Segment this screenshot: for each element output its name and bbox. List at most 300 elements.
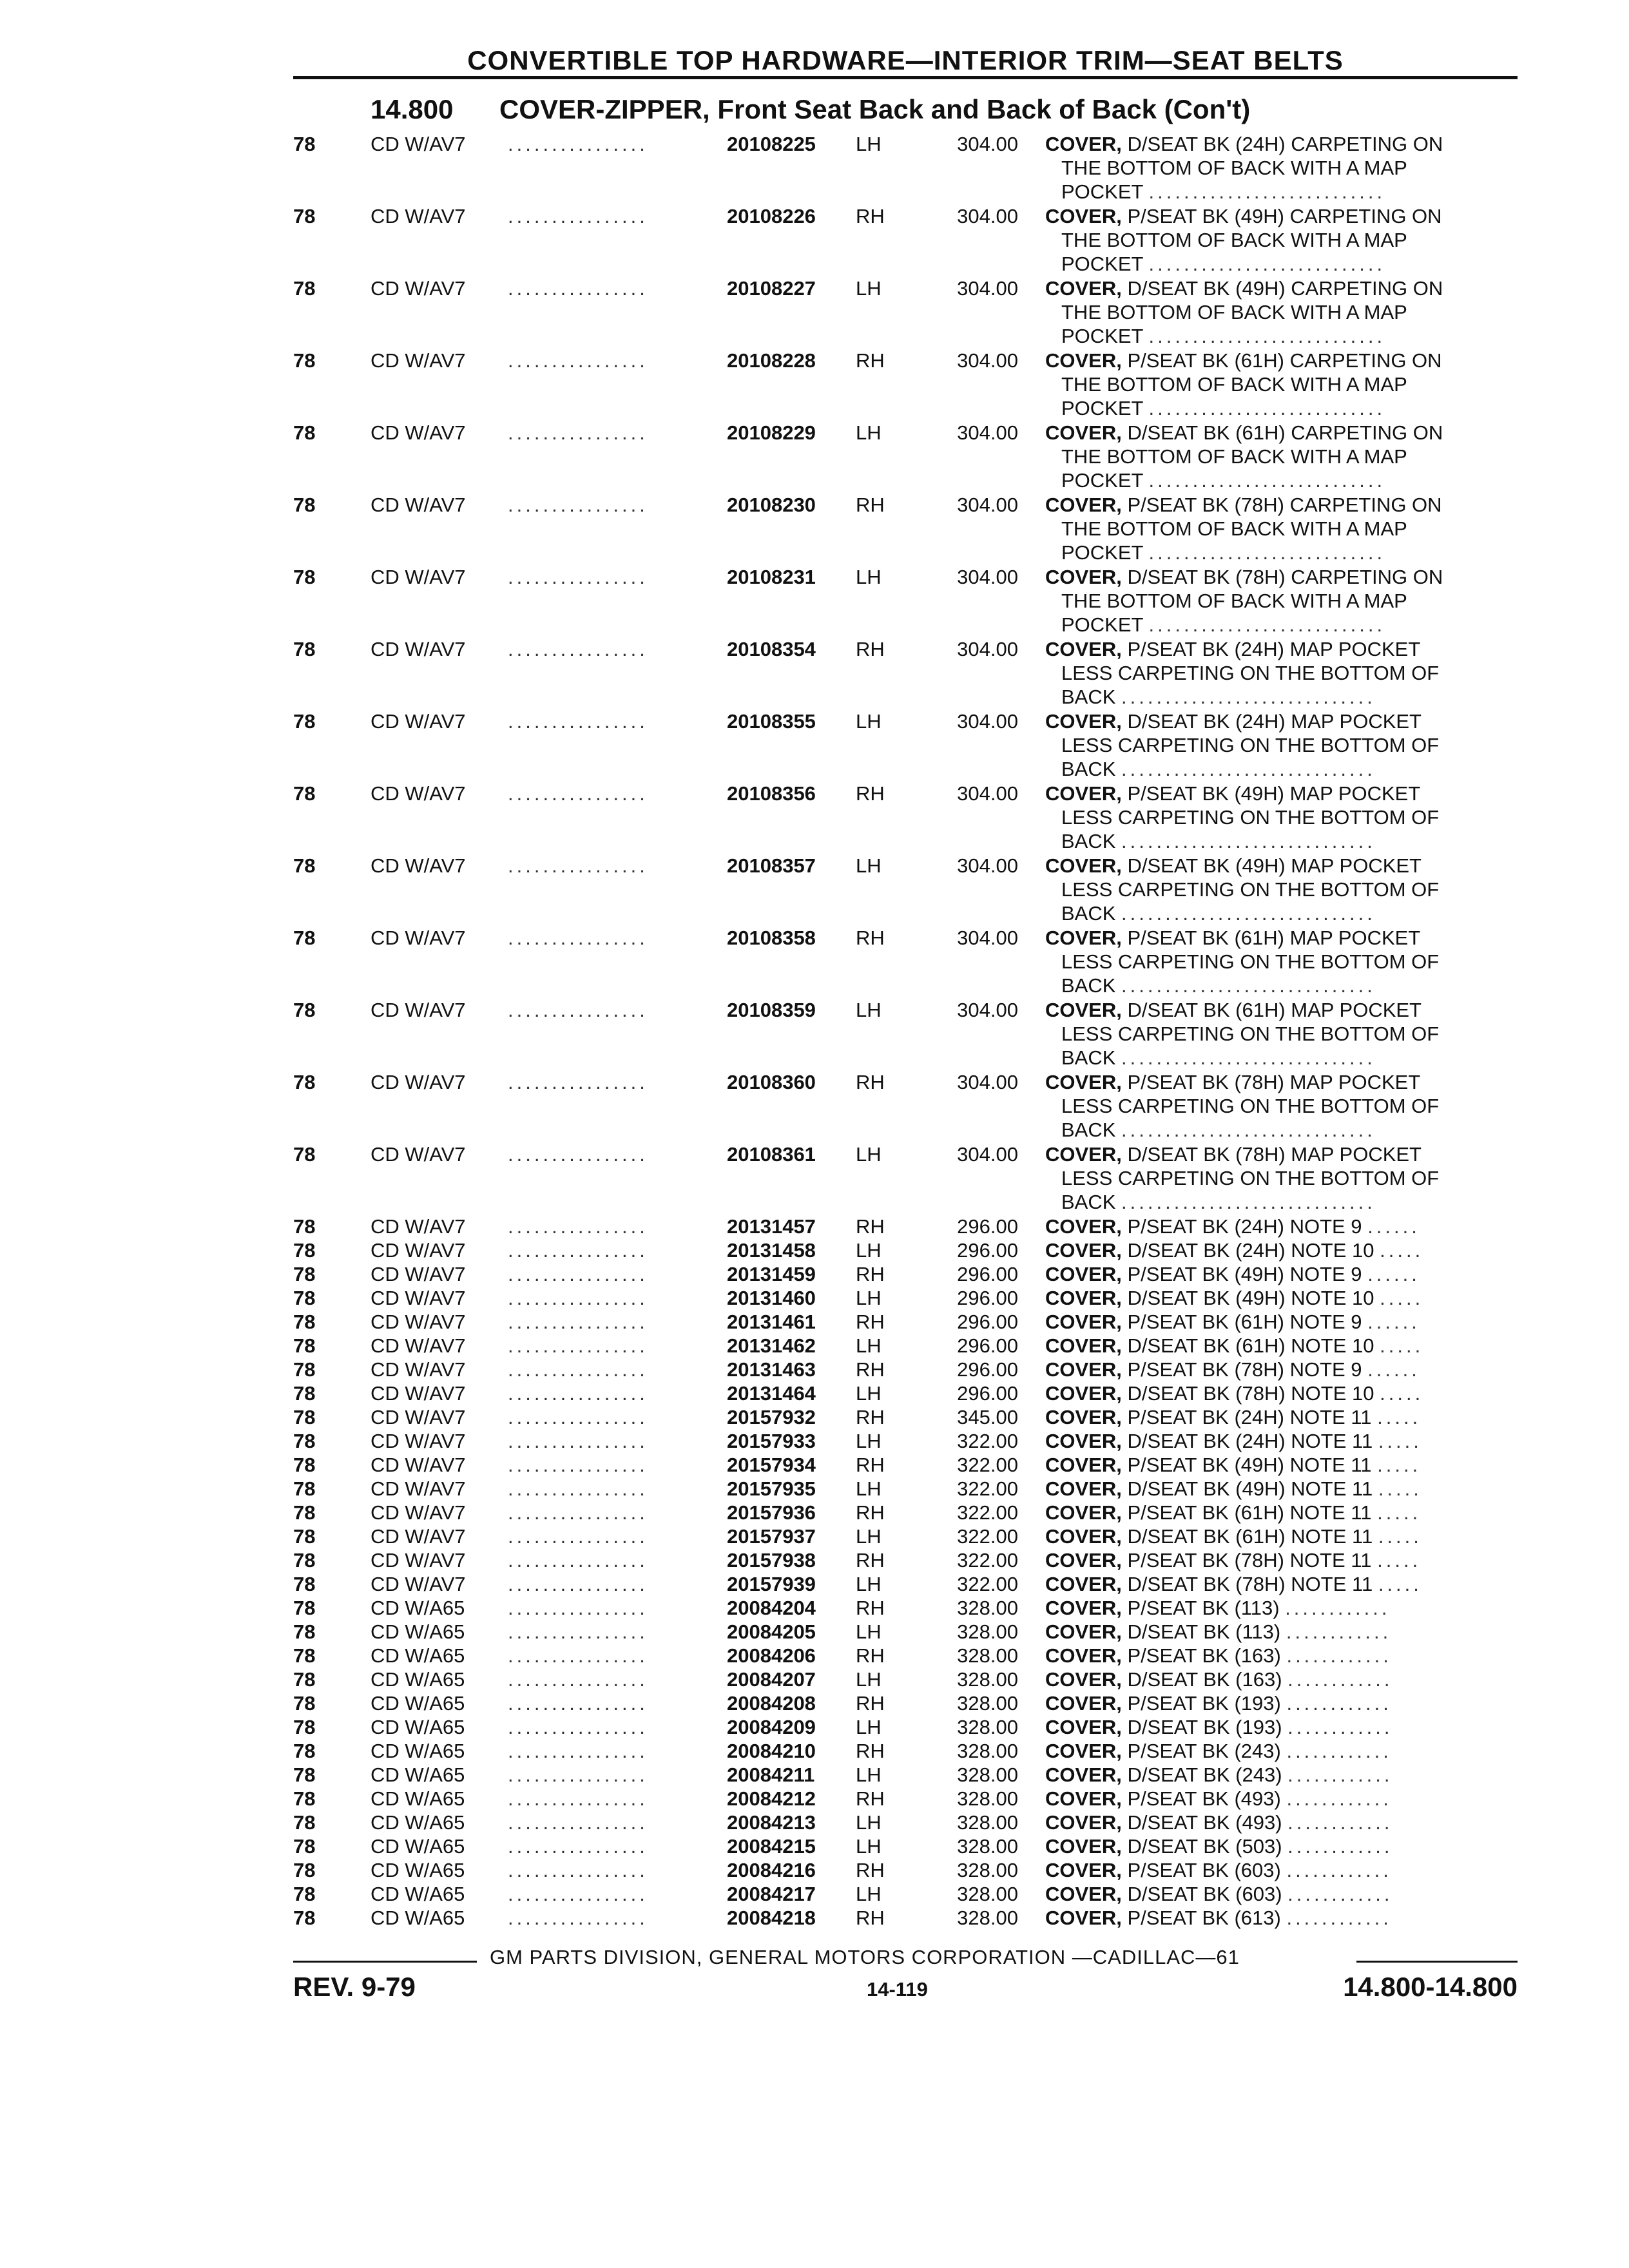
side: RH: [856, 927, 885, 949]
side: LH: [856, 1620, 882, 1643]
description-line: THE BOTTOM OF BACK WITH A MAP: [1061, 373, 1407, 396]
description-line: [1045, 613, 1519, 637]
price: 328.00: [957, 1811, 1018, 1834]
model-year: 78: [293, 927, 316, 949]
application: CD W/A65: [371, 1859, 465, 1881]
part-number: 20157936: [727, 1501, 816, 1524]
leader-dots: .............................: [1121, 1046, 1376, 1069]
leader-dots: ............: [1286, 1787, 1392, 1810]
model-year: 78: [293, 1763, 316, 1786]
description-keyword: COVER,: [1045, 854, 1122, 877]
application: CD W/AV7: [371, 205, 466, 227]
side: RH: [856, 1406, 885, 1428]
description-line: LESS CARPETING ON THE BOTTOM OF: [1061, 662, 1440, 684]
model-year: 78: [293, 999, 316, 1021]
description: [1045, 1262, 1519, 1286]
description-end: POCKET: [1061, 253, 1143, 275]
part-number: 20108227: [727, 277, 816, 300]
side: LH: [856, 1430, 882, 1452]
description: [1045, 1691, 1519, 1715]
description-line: [1045, 974, 1519, 997]
description-line: [1045, 685, 1519, 709]
leader-dots: ................: [508, 927, 648, 949]
leader-dots: ................: [508, 349, 648, 372]
leader-dots: ................: [508, 1787, 648, 1810]
table-row: [0, 1524, 1629, 1548]
description: [1045, 1238, 1519, 1262]
part-number: 20084213: [727, 1811, 816, 1834]
side: RH: [856, 1263, 885, 1285]
part-number: 20084206: [727, 1644, 816, 1667]
description-end: BACK: [1061, 902, 1116, 925]
description-keyword: COVER,: [1045, 1239, 1122, 1262]
leader-dots: .....: [1380, 1287, 1424, 1309]
leader-dots: ................: [508, 1883, 648, 1905]
price: 304.00: [957, 927, 1018, 949]
side: RH: [856, 1787, 885, 1810]
leader-dots: ................: [508, 1334, 648, 1357]
description-line: D/SEAT BK (24H) NOTE 10: [1127, 1239, 1374, 1262]
leader-dots: ................: [508, 133, 648, 155]
description-keyword: COVER,: [1045, 927, 1122, 949]
application: CD W/AV7: [371, 1311, 466, 1333]
application: CD W/AV7: [371, 782, 466, 805]
description: [1045, 998, 1519, 1070]
leader-dots: ................: [508, 1620, 648, 1643]
description-keyword: COVER,: [1045, 1454, 1122, 1476]
leader-dots: ................: [508, 638, 648, 660]
side: RH: [856, 1597, 885, 1619]
price: 322.00: [957, 1573, 1018, 1595]
table-row: [0, 709, 1629, 782]
description-keyword: COVER,: [1045, 1811, 1122, 1834]
description-end: BACK: [1061, 974, 1116, 997]
description-keyword: COVER,: [1045, 1549, 1122, 1571]
description-line: THE BOTTOM OF BACK WITH A MAP: [1061, 301, 1407, 323]
table-row: [0, 1381, 1629, 1405]
description-line: D/SEAT BK (113): [1127, 1620, 1281, 1643]
part-number: 20108355: [727, 710, 816, 733]
application: CD W/AV7: [371, 494, 466, 516]
description-line: D/SEAT BK (78H) MAP POCKET: [1127, 1143, 1422, 1166]
side: LH: [856, 1835, 882, 1858]
price: 296.00: [957, 1239, 1018, 1262]
part-number: 20108226: [727, 205, 816, 227]
description: [1045, 1477, 1519, 1501]
leader-dots: ................: [508, 566, 648, 588]
description: [1045, 1739, 1519, 1763]
leader-dots: .............................: [1121, 1191, 1376, 1213]
description: [1045, 1501, 1519, 1524]
table-row: [0, 1453, 1629, 1477]
description: [1045, 1405, 1519, 1429]
description-line: [1045, 1118, 1519, 1142]
leader-dots: ...........................: [1148, 397, 1386, 419]
description-line: P/SEAT BK (24H) MAP POCKET: [1127, 638, 1421, 660]
model-year: 78: [293, 1477, 316, 1500]
description-end: BACK: [1061, 830, 1116, 852]
description-keyword: COVER,: [1045, 1215, 1122, 1238]
description-line: P/SEAT BK (49H) NOTE 9: [1127, 1263, 1362, 1285]
description-keyword: COVER,: [1045, 999, 1122, 1021]
leader-dots: .....: [1377, 1501, 1422, 1524]
leader-dots: ................: [508, 1215, 648, 1238]
description-line: P/SEAT BK (78H) NOTE 9: [1127, 1358, 1362, 1381]
application: CD W/A65: [371, 1907, 465, 1929]
application: CD W/AV7: [371, 1239, 466, 1262]
model-year: 78: [293, 421, 316, 444]
leader-dots: .....: [1377, 1406, 1422, 1428]
description: [1045, 493, 1519, 564]
leader-dots: .....: [1380, 1382, 1424, 1405]
description-line: [1045, 1190, 1519, 1214]
model-year: 78: [293, 1883, 316, 1905]
application: CD W/A65: [371, 1668, 465, 1691]
section-name: COVER-ZIPPER, Front Seat Back and Back of Back (Con't): [499, 94, 1251, 124]
description: [1045, 1334, 1519, 1358]
page-number: 14-119: [867, 1978, 928, 2001]
description: [1045, 926, 1519, 997]
leader-dots: ................: [508, 277, 648, 300]
description: [1045, 782, 1519, 853]
table-row: [0, 1811, 1629, 1834]
description-keyword: COVER,: [1045, 1692, 1122, 1715]
description-keyword: COVER,: [1045, 1358, 1122, 1381]
description-line: D/SEAT BK (503): [1127, 1835, 1282, 1858]
section-range: 14.800-14.800: [1343, 1972, 1518, 2002]
table-row: [0, 1286, 1629, 1310]
application: CD W/AV7: [371, 638, 466, 660]
description-line: LESS CARPETING ON THE BOTTOM OF: [1061, 734, 1440, 756]
model-year: 78: [293, 494, 316, 516]
application: CD W/AV7: [371, 1143, 466, 1166]
side: RH: [856, 349, 885, 372]
model-year: 78: [293, 1644, 316, 1667]
leader-dots: ................: [508, 1716, 648, 1738]
description-keyword: COVER,: [1045, 1883, 1122, 1905]
part-number: 20084204: [727, 1597, 816, 1619]
side: RH: [856, 1907, 885, 1929]
price: 304.00: [957, 277, 1018, 300]
application: CD W/AV7: [371, 349, 466, 372]
leader-dots: ................: [508, 1477, 648, 1500]
application: CD W/AV7: [371, 1525, 466, 1548]
description-keyword: COVER,: [1045, 133, 1122, 155]
model-year: 78: [293, 1311, 316, 1333]
description-end: BACK: [1061, 1191, 1116, 1213]
description-line: P/SEAT BK (493): [1127, 1787, 1281, 1810]
part-number: 20131462: [727, 1334, 816, 1357]
part-number: 20084208: [727, 1692, 816, 1715]
description-line: D/SEAT BK (243): [1127, 1763, 1282, 1786]
description-end: POCKET: [1061, 541, 1143, 564]
description: [1045, 1715, 1519, 1739]
part-number: 20108230: [727, 494, 816, 516]
description-keyword: COVER,: [1045, 566, 1122, 588]
leader-dots: .....: [1378, 1525, 1422, 1548]
description-keyword: COVER,: [1045, 1716, 1122, 1738]
description-line: LESS CARPETING ON THE BOTTOM OF: [1061, 806, 1440, 829]
side: LH: [856, 1525, 882, 1548]
table-row: [0, 1501, 1629, 1524]
side: LH: [856, 999, 882, 1021]
description-line: P/SEAT BK (49H) MAP POCKET: [1127, 782, 1421, 805]
description: [1045, 1548, 1519, 1572]
part-number: 20108228: [727, 349, 816, 372]
description-line: P/SEAT BK (163): [1127, 1644, 1281, 1667]
leader-dots: ................: [508, 1071, 648, 1093]
description: [1045, 1787, 1519, 1811]
leader-dots: ................: [508, 1811, 648, 1834]
leader-dots: ................: [508, 1573, 648, 1595]
leader-dots: ................: [508, 1597, 648, 1619]
price: 328.00: [957, 1740, 1018, 1762]
model-year: 78: [293, 133, 316, 155]
leader-dots: .....: [1378, 1430, 1422, 1452]
description-keyword: COVER,: [1045, 1406, 1122, 1428]
description-end: BACK: [1061, 1119, 1116, 1141]
leader-dots: ............: [1287, 1763, 1393, 1786]
description-line: [1045, 180, 1519, 204]
price: 304.00: [957, 1071, 1018, 1093]
description-keyword: COVER,: [1045, 1071, 1122, 1093]
description: [1045, 132, 1519, 204]
description-line: P/SEAT BK (61H) NOTE 11: [1127, 1501, 1372, 1524]
part-number: 20084217: [727, 1883, 816, 1905]
part-number: 20131464: [727, 1382, 816, 1405]
description-keyword: COVER,: [1045, 1668, 1122, 1691]
description: [1045, 1524, 1519, 1548]
model-year: 78: [293, 1740, 316, 1762]
part-number: 20131459: [727, 1263, 816, 1285]
leader-dots: ................: [508, 1835, 648, 1858]
model-year: 78: [293, 1620, 316, 1643]
part-number: 20108359: [727, 999, 816, 1021]
price: 328.00: [957, 1668, 1018, 1691]
side: RH: [856, 1358, 885, 1381]
description-line: [1045, 757, 1519, 781]
description-line: P/SEAT BK (24H) NOTE 11: [1127, 1406, 1372, 1428]
part-number: 20108357: [727, 854, 816, 877]
table-row: [0, 1477, 1629, 1501]
side: LH: [856, 1573, 882, 1595]
leader-dots: .............................: [1121, 686, 1376, 708]
model-year: 78: [293, 205, 316, 227]
description: [1045, 637, 1519, 709]
description-end: BACK: [1061, 686, 1116, 708]
footer-rule-right: [1356, 1961, 1518, 1963]
side: RH: [856, 782, 885, 805]
description-line: D/SEAT BK (24H) CARPETING ON: [1127, 133, 1443, 155]
leader-dots: ................: [508, 1501, 648, 1524]
description-keyword: COVER,: [1045, 1644, 1122, 1667]
part-number: 20084205: [727, 1620, 816, 1643]
leader-dots: ................: [508, 1430, 648, 1452]
part-number: 20108358: [727, 927, 816, 949]
description-keyword: COVER,: [1045, 349, 1122, 372]
leader-dots: ................: [508, 1549, 648, 1571]
model-year: 78: [293, 1525, 316, 1548]
description-line: P/SEAT BK (61H) CARPETING ON: [1127, 349, 1442, 372]
price: 328.00: [957, 1859, 1018, 1881]
description-line: D/SEAT BK (49H) NOTE 11: [1127, 1477, 1373, 1500]
part-number: 20131461: [727, 1311, 816, 1333]
description-end: POCKET: [1061, 325, 1143, 347]
description-keyword: COVER,: [1045, 1143, 1122, 1166]
application: CD W/AV7: [371, 854, 466, 877]
model-year: 78: [293, 1501, 316, 1524]
application: CD W/A65: [371, 1787, 465, 1810]
leader-dots: ............: [1286, 1740, 1392, 1762]
part-number: 20157937: [727, 1525, 816, 1548]
model-year: 78: [293, 1143, 316, 1166]
description-keyword: COVER,: [1045, 494, 1122, 516]
application: CD W/AV7: [371, 999, 466, 1021]
description-keyword: COVER,: [1045, 1763, 1122, 1786]
price: 296.00: [957, 1358, 1018, 1381]
price: 304.00: [957, 349, 1018, 372]
leader-dots: ................: [508, 1692, 648, 1715]
application: CD W/AV7: [371, 1454, 466, 1476]
leader-dots: ............: [1287, 1883, 1393, 1905]
price: 328.00: [957, 1644, 1018, 1667]
description: [1045, 565, 1519, 637]
table-row: [0, 1739, 1629, 1763]
model-year: 78: [293, 638, 316, 660]
leader-dots: ................: [508, 1143, 648, 1166]
price: 322.00: [957, 1430, 1018, 1452]
leader-dots: ............: [1287, 1835, 1393, 1858]
model-year: 78: [293, 1811, 316, 1834]
leader-dots: .............................: [1121, 758, 1376, 780]
part-number: 20157935: [727, 1477, 816, 1500]
table-row: [0, 1644, 1629, 1667]
side: LH: [856, 1334, 882, 1357]
footer-publisher: GM PARTS DIVISION, GENERAL MOTORS CORPORATION —CADILLAC—61: [490, 1946, 1240, 1968]
leader-dots: ...........................: [1148, 325, 1386, 347]
side: LH: [856, 1382, 882, 1405]
leader-dots: ......: [1367, 1358, 1420, 1381]
price: 304.00: [957, 566, 1018, 588]
description: [1045, 1358, 1519, 1381]
table-row: [0, 349, 1629, 421]
part-number: 20157939: [727, 1573, 816, 1595]
description-line: P/SEAT BK (24H) NOTE 9: [1127, 1215, 1362, 1238]
side: RH: [856, 1501, 885, 1524]
application: CD W/AV7: [371, 421, 466, 444]
description-line: [1045, 829, 1519, 853]
description-keyword: COVER,: [1045, 1907, 1122, 1929]
page-header: CONVERTIBLE TOP HARDWARE—INTERIOR TRIM—SEAT BELTS: [467, 45, 1344, 75]
description-line: D/SEAT BK (78H) NOTE 10: [1127, 1382, 1374, 1405]
leader-dots: ................: [508, 1907, 648, 1929]
price: 328.00: [957, 1883, 1018, 1905]
side: LH: [856, 421, 882, 444]
application: CD W/A65: [371, 1835, 465, 1858]
description-end: POCKET: [1061, 469, 1143, 492]
leader-dots: .....: [1380, 1239, 1424, 1262]
side: LH: [856, 1287, 882, 1309]
table-row: [0, 204, 1629, 276]
application: CD W/AV7: [371, 1334, 466, 1357]
part-number: 20084207: [727, 1668, 816, 1691]
part-number: 20108361: [727, 1143, 816, 1166]
leader-dots: ............: [1285, 1597, 1391, 1619]
part-number: 20131460: [727, 1287, 816, 1309]
description-keyword: COVER,: [1045, 277, 1122, 300]
table-row: [0, 1405, 1629, 1429]
table-row: [0, 1715, 1629, 1739]
application: CD W/AV7: [371, 1382, 466, 1405]
table-row: [0, 1262, 1629, 1286]
description: [1045, 1596, 1519, 1620]
leader-dots: .............................: [1121, 902, 1376, 925]
table-row: [0, 1572, 1629, 1596]
application: CD W/A65: [371, 1883, 465, 1905]
price: 304.00: [957, 854, 1018, 877]
side: RH: [856, 1859, 885, 1881]
description-line: THE BOTTOM OF BACK WITH A MAP: [1061, 445, 1407, 468]
description-line: LESS CARPETING ON THE BOTTOM OF: [1061, 1167, 1440, 1189]
description: [1045, 1667, 1519, 1691]
table-row: [0, 1238, 1629, 1262]
leader-dots: ................: [508, 1763, 648, 1786]
model-year: 78: [293, 1573, 316, 1595]
description-line: D/SEAT BK (163): [1127, 1668, 1282, 1691]
side: LH: [856, 710, 882, 733]
description-keyword: COVER,: [1045, 1740, 1122, 1762]
leader-dots: .....: [1378, 1477, 1422, 1500]
description-line: LESS CARPETING ON THE BOTTOM OF: [1061, 1095, 1440, 1117]
description: [1045, 1644, 1519, 1667]
description-keyword: COVER,: [1045, 638, 1122, 660]
application: CD W/A65: [371, 1716, 465, 1738]
model-year: 78: [293, 1430, 316, 1452]
leader-dots: ...........................: [1148, 613, 1386, 636]
leader-dots: ................: [508, 1740, 648, 1762]
price: 328.00: [957, 1835, 1018, 1858]
price: 296.00: [957, 1311, 1018, 1333]
side: RH: [856, 1740, 885, 1762]
part-number: 20131463: [727, 1358, 816, 1381]
part-number: 20108225: [727, 133, 816, 155]
part-number: 20084215: [727, 1835, 816, 1858]
model-year: 78: [293, 1215, 316, 1238]
description-line: P/SEAT BK (613): [1127, 1907, 1281, 1929]
part-number: 20131458: [727, 1239, 816, 1262]
model-year: 78: [293, 1406, 316, 1428]
table-row: [0, 1620, 1629, 1644]
side: RH: [856, 1071, 885, 1093]
application: CD W/AV7: [371, 1573, 466, 1595]
description-line: D/SEAT BK (493): [1127, 1811, 1282, 1834]
price: 304.00: [957, 999, 1018, 1021]
leader-dots: ................: [508, 1311, 648, 1333]
description-line: P/SEAT BK (78H) NOTE 11: [1127, 1549, 1372, 1571]
description: [1045, 1572, 1519, 1596]
leader-dots: ................: [508, 205, 648, 227]
application: CD W/AV7: [371, 927, 466, 949]
description-line: THE BOTTOM OF BACK WITH A MAP: [1061, 590, 1407, 612]
description-end: POCKET: [1061, 397, 1143, 419]
description-line: D/SEAT BK (24H) NOTE 11: [1127, 1430, 1373, 1452]
leader-dots: ................: [508, 999, 648, 1021]
leader-dots: ................: [508, 710, 648, 733]
description-line: P/SEAT BK (603): [1127, 1859, 1281, 1881]
application: CD W/AV7: [371, 566, 466, 588]
description: [1045, 1834, 1519, 1858]
table-row: [0, 637, 1629, 709]
